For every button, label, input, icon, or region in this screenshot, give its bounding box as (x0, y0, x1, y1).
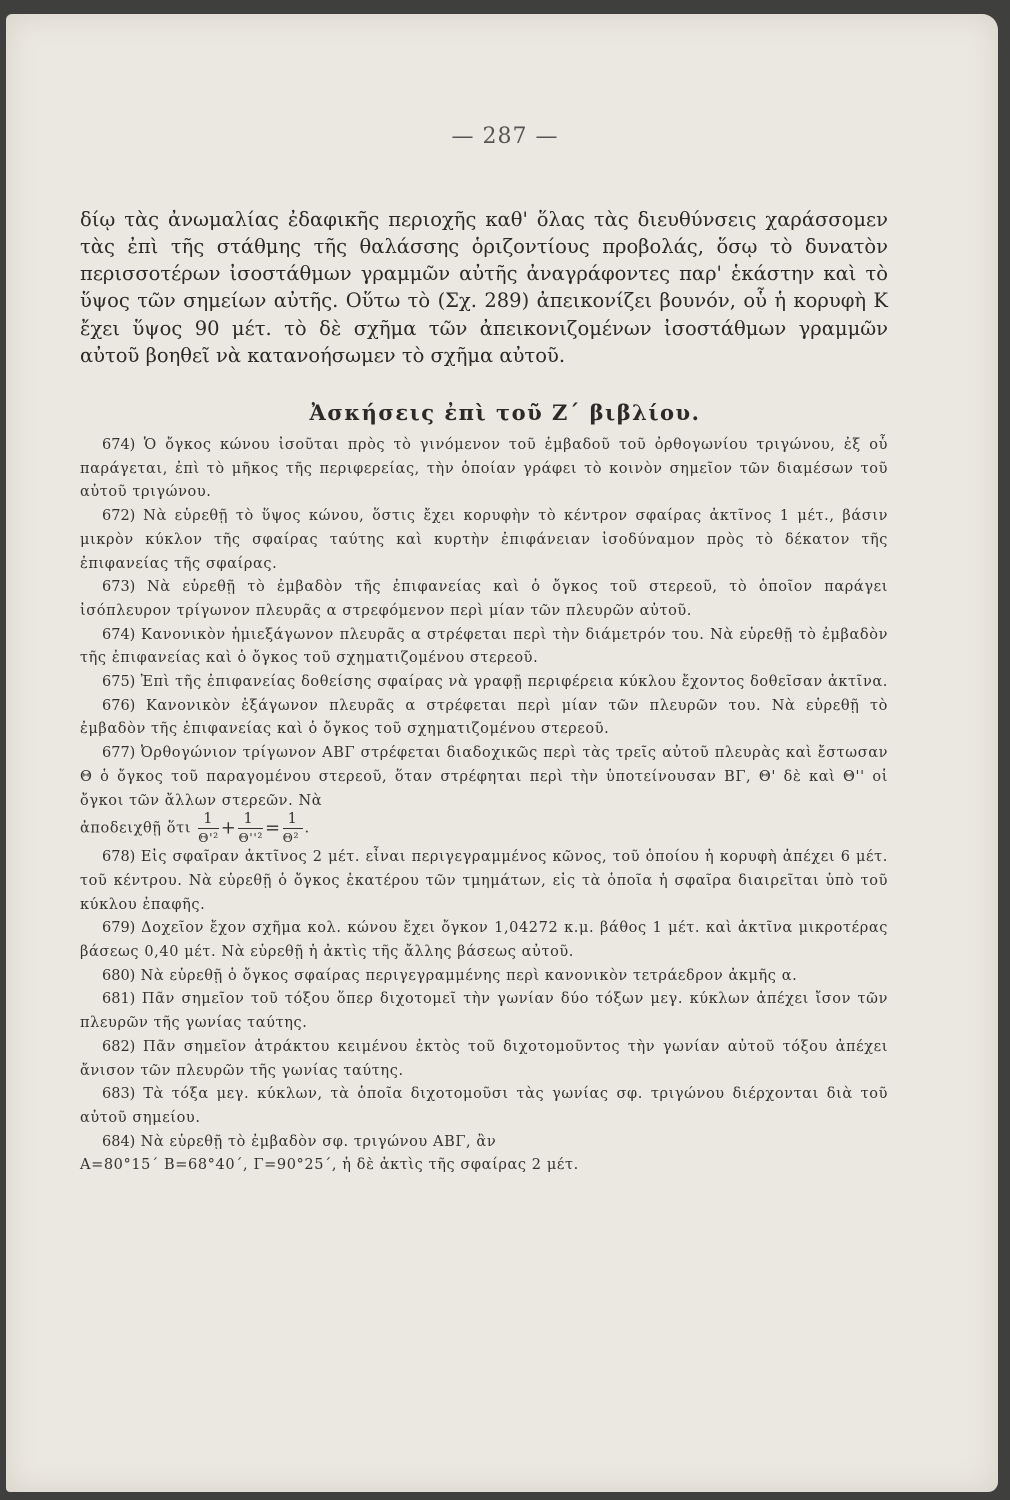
equals-sign: = (264, 817, 281, 839)
exercise-text: Εἰς σφαῖραν ἀκτῖνος 2 μέτ. εἶναι περιγεγραμμένος κῶνος, τοῦ ὁποίου ἡ κορυφὴ ἀπέχει 6 μέτ. τοῦ κέντρου. Νὰ εὑρεθῇ ὁ ὄγκος ἑκατέρου τῶν τμημάτων, εἰς τὰ ὁποῖα ἡ σφαῖρα διαιρεῖται ὑπὸ τοῦ κύκλου ἐπαφῆς. (80, 849, 888, 913)
exercise-number: 682) (102, 1038, 136, 1055)
formula-end: . (304, 820, 310, 837)
exercise-text: Νὰ εὑρεθῇ τὸ ἐμβαδὸν σφ. τριγώνου ΑΒΓ, ἂν (140, 1133, 497, 1150)
exercise-number: 678) (102, 849, 136, 866)
exercise-text: Ἐπὶ τῆς ἐπιφανείας δοθείσης σφαίρας νὰ γραφῇ περιφέρεια κύκλου ἔχοντος δοθεῖσαν ἀκτῖνα. (140, 674, 888, 691)
exercise-item (80, 1036, 888, 1083)
denominator: Θ''² (238, 830, 263, 846)
exercise-number: 683) (102, 1086, 136, 1103)
intro-paragraph: δίῳ τὰς ἀνωμαλίας ἐδαφικῆς περιοχῆς καθ' ὅλας τὰς διευθύνσεις χαράσσομεν τὰς ἐπὶ τῆς στάθμης τῆς θαλάσσης ὁριζοντίους προβολάς, ὅσῳ τὸ δυνατὸν περισσοτέρων ἰσοστάθμων γραμμῶν αὐτῆς ἀναγράφοντες παρ' ἑκάστην καὶ τὸ ὕψος τῶν σημείων αὐτῆς. Οὕτω τὸ (Σχ. 289) ἀπεικονίζει βουνόν, οὗ ἡ κορυφὴ Κ ἔχει ὕψος 90 μέτ. τὸ δὲ σχῆμα τῶν ἀπεικονιζομένων ἰσοστάθμων γραμμῶν αὐτοῦ βοηθεῖ νὰ κατανοήσωμεν τὸ σχῆμα αὐτοῦ. (80, 207, 888, 367)
exercise-item (80, 576, 888, 623)
exercise-number: 676) (102, 697, 136, 714)
numerator: 1 (198, 811, 219, 829)
exercise-number: 672) (102, 508, 136, 525)
exercise-text: Κανονικὸν ἑξάγωνον πλευρᾶς α στρέφεται περὶ μίαν τῶν πλευρῶν του. Νὰ εὑρεθῇ τὸ ἐμβαδὸν τῆς ἐπιφανείας καὶ ὁ ὄγκος τοῦ σχηματιζομένου στερεοῦ. (80, 697, 888, 738)
exercise-text: Τὰ τόξα μεγ. κύκλων, τὰ ὁποῖα διχοτομοῦσι τὰς γωνίας σφ. τριγώνου διέρχονται διὰ τοῦ αὐτοῦ σημείου. (80, 1086, 888, 1126)
exercise-number: 679) (102, 920, 136, 937)
page-number: — 287 — (451, 124, 559, 149)
numerator: 1 (283, 811, 303, 829)
section-heading: Ἀσκήσεις ἐπὶ τοῦ Ζ΄ βιβλίου. (309, 400, 701, 425)
numerator: 1 (238, 811, 263, 829)
exercise-number: 675) (102, 674, 136, 691)
exercise-item (80, 917, 888, 964)
exercise-item (80, 846, 888, 917)
exercise-number: 677) (102, 745, 136, 762)
exercise-item (80, 671, 888, 695)
angles-line: Α=80°15΄ Β=68°40΄, Γ=90°25΄, ἡ δὲ ἀκτὶς τῆς σφαίρας 2 μέτ. (80, 1157, 579, 1174)
exercise-number: 681) (102, 991, 136, 1008)
exercise-text: Ὁ ὄγκος κώνου ἰσοῦται πρὸς τὸ γινόμενον τοῦ ἐμβαδοῦ τοῦ ὀρθογωνίου τριγώνου, ἐξ οὗ παράγεται, ἐπὶ τὸ μῆκος τῆς περιφερείας, τὴν ὁποίαν γράφει τὸ κοινὸν σημεῖον τῶν διαμέσων τοῦ αὐτοῦ τριγώνου. (80, 437, 888, 501)
exercise-text: Δοχεῖον ἔχον σχῆμα κολ. κώνου ἔχει ὄγκον 1,04272 κ.μ. βάθος 1 μέτ. καὶ ἀκτῖνα μικροτέρας βάσεως 0,40 μέτ. Νὰ εὑρεθῇ ἡ ἀκτὶς τῆς ἄλλης βάσεως αὐτοῦ. (80, 920, 888, 961)
exercise-item (80, 988, 888, 1035)
formula-prefix: ἀποδειχθῇ ὅτι (80, 820, 192, 837)
exercise-text: Νὰ εὑρεθῇ τὸ ἐμβαδὸν τῆς ἐπιφανείας καὶ ὁ ὄγκος τοῦ στερεοῦ, τὸ ὁποῖον παράγει ἰσόπλευρον τρίγωνον πλευρᾶς α στρεφόμενον περὶ μίαν τῶν πλευρῶν αὐτοῦ. (80, 579, 888, 619)
denominator: Θ'² (198, 830, 219, 846)
exercise-text: Πᾶν σημεῖον τοῦ τόξου ὅπερ διχοτομεῖ τὴν γωνίαν δύο τόξων μεγ. κύκλων ἀπέχει ἴσον τῶν πλευρῶν τῆς γωνίας ταύτης. (80, 991, 888, 1032)
fraction (198, 811, 219, 846)
exercise-item (80, 624, 888, 671)
exercise-number: 674) (102, 626, 136, 643)
exercise-list (80, 434, 888, 1178)
exercise-item (80, 742, 888, 846)
exercise-item (80, 1083, 888, 1130)
exercise-text: Ὀρθογώνιον τρίγωνον ΑΒΓ στρέφεται διαδοχικῶς περὶ τὰς τρεῖς αὐτοῦ πλευρὰς καὶ ἔστωσαν Θ ὁ ὄγκος τοῦ παραγομένου στερεοῦ, ὅταν στρέφηται περὶ τὴν ὑποτείνουσαν ΒΓ, Θ' δὲ καὶ Θ'' οἱ ὄγκοι τῶν ἄλλων στερεῶν. Νὰ (80, 745, 888, 809)
exercise-item (80, 505, 888, 576)
fraction (283, 811, 303, 846)
exercise-number: 684) (102, 1133, 136, 1150)
exercise-text: Πᾶν σημεῖον ἀτράκτου κειμένου ἐκτὸς τοῦ διχοτομοῦντος τὴν γωνίαν αὐτοῦ τόξου ἀπέχει ἄνισον τῶν πλευρῶν τῆς γωνίας ταύτης. (80, 1038, 888, 1079)
exercise-item (80, 1131, 888, 1178)
exercise-item (80, 965, 888, 989)
exercise-number: 673) (102, 579, 136, 596)
exercise-text: Νὰ εὑρεθῇ ὁ ὄγκος σφαίρας περιγεγραμμένης περὶ κανονικὸν τετράεδρον ἀκμῆς α. (140, 967, 798, 984)
exercise-number: 680) (102, 967, 136, 984)
exercise-item (80, 434, 888, 505)
exercise-number: 674) (102, 437, 136, 453)
exercise-text: Νὰ εὑρεθῇ τὸ ὕψος κώνου, ὅστις ἔχει κορυφὴν τὸ κέντρον σφαίρας ἀκτῖνος 1 μέτ., βάσιν μικρὸν κύκλον τῆς σφαίρας ταύτης καὶ κυρτὴν ἐπιφάνειαν ἰσοδύναμον πρὸς τὸ δέκατον τῆς ἐπιφανείας τῆς σφαίρας. (80, 508, 888, 572)
plus-sign: + (220, 817, 237, 839)
formula-line (80, 811, 888, 846)
exercise-item (80, 695, 888, 742)
denominator: Θ² (282, 830, 300, 846)
exercise-text: Κανονικὸν ἡμιεξάγωνον πλευρᾶς α στρέφεται περὶ τὴν διάμετρόν του. Νὰ εὑρεθῇ τὸ ἐμβαδὸν τῆς ἐπιφανείας καὶ ὁ ὄγκος τοῦ σχηματιζομένου στερεοῦ. (80, 626, 888, 667)
fraction (238, 811, 263, 846)
